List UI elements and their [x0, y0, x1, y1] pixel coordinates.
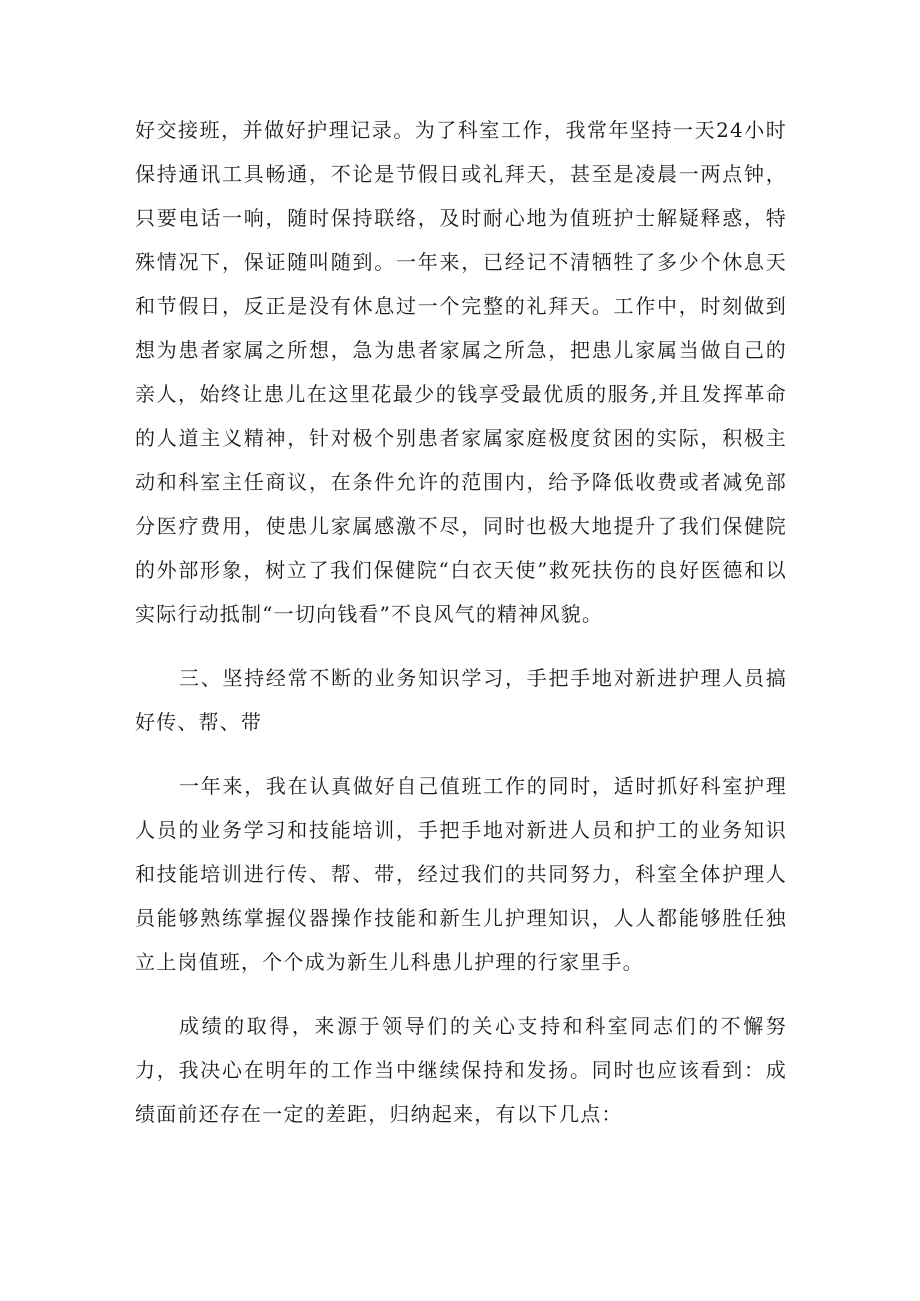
section-heading: 三、坚持经常不断的业务知识学习，手把手地对新进护理人员搞好传、帮、带 [135, 666, 787, 734]
paragraph-training: 一年来，我在认真做好自己值班工作的同时，适时抓好科室护理人员的业务学习和技能培训，手把手地对新进人员和护工的业务知识和技能培训进行传、帮、带，经过我们的共同努力，科室全体护理人员能够熟练掌握仪器操作技能和新生儿护理知识，人人都能够胜任独立上岗值班，个个成为新生儿科患儿护理的行家里手。 [135, 774, 787, 974]
document-body [135, 108, 787, 1136]
paragraph-conclusion: 成绩的取得，来源于领导们的关心支持和科室同志们的不懈努力，我决心在明年的工作当中继续保持和发扬。同时也应该看到：成绩面前还存在一定的差距，归纳起来，有以下几点： [135, 1014, 787, 1126]
paragraph-continuation: 好交接班，并做好护理记录。为了科室工作，我常年坚持一天24小时保持通讯工具畅通，不论是节假日或礼拜天，甚至是凌晨一两点钟，只要电话一响，随时保持联络，及时耐心地为值班护士解疑释惑，特殊情况下，保证随叫随到。一年来，已经记不清牺牲了多少个休息天和节假日，反正是没有休息过一个完整的礼拜天。工作中，时刻做到想为患者家属之所想，急为患者家属之所急，把患儿家属当做自己的亲人，始终让患儿在这里花最少的钱享受最优质的服务,并且发挥革命的人道主义精神，针对极个别患者家属家庭极度贫困的实际，积极主动和科室主任商议，在条件允许的范围内，给予降低收费或者减免部分医疗费用，使患儿家属感激不尽，同时也极大地提升了我们保健院的外部形象，树立了我们保健院“白衣天使”救死扶伤的良好医德和以实际行动抵制“一切向钱看”不良风气的精神风貌。 [135, 118, 787, 626]
